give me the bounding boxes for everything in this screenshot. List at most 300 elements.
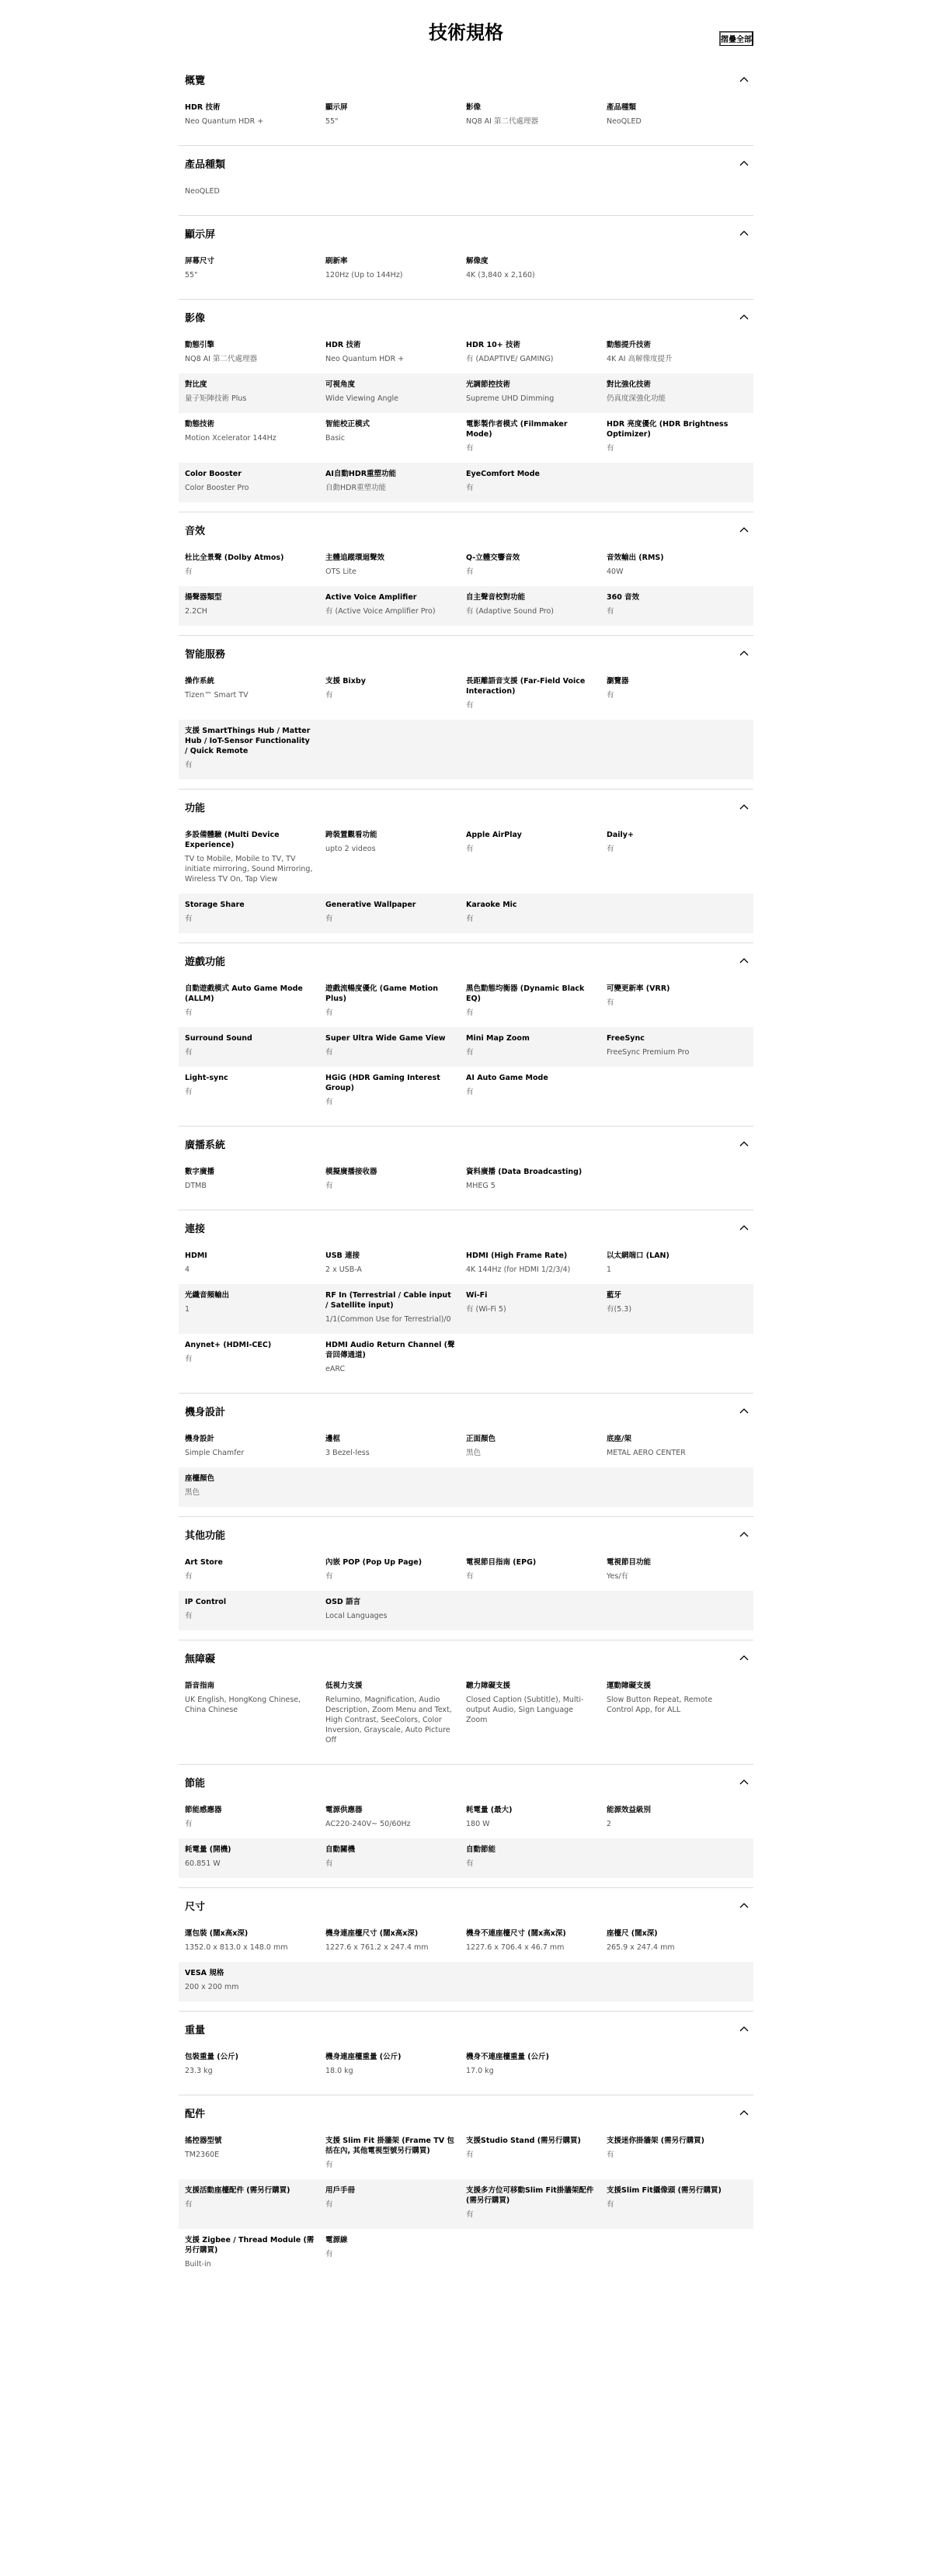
spec-value: 4	[185, 1265, 190, 1274]
spec-value: 有 (Active Voice Amplifier Pro)	[325, 607, 436, 616]
spec-item	[466, 1434, 607, 1458]
spec-item	[185, 2235, 325, 2269]
spec-value: 有	[607, 607, 614, 616]
spec-row	[179, 1838, 753, 1878]
spec-row	[179, 670, 753, 720]
spec-label: 黑色動態均衡器 (Dynamic Black EQ)	[466, 984, 585, 1003]
spec-item	[466, 340, 607, 364]
section-title: 節能	[185, 1777, 206, 1790]
chevron-up-icon[interactable]	[739, 1779, 749, 1785]
spec-value: MHEG 5	[466, 1182, 496, 1190]
spec-label: HDR 技術	[185, 103, 221, 112]
spec-item	[325, 469, 466, 493]
spec-value: 60.851 W	[185, 1859, 221, 1868]
chevron-up-icon[interactable]	[739, 1140, 749, 1147]
spec-row	[179, 1922, 753, 1962]
section-header[interactable]	[179, 1210, 753, 1245]
spec-value: TM2360E	[185, 2151, 220, 2159]
spec-row	[179, 1245, 753, 1284]
spec-value: 有 (Wi-Fi 5)	[466, 1305, 506, 1314]
spec-row	[179, 413, 753, 463]
spec-item	[607, 1557, 747, 1581]
spec-value: upto 2 videos	[325, 845, 376, 853]
spec-value: Yes/有	[607, 1572, 629, 1581]
section-rows	[179, 1428, 753, 1507]
spec-value: 1227.6 x 706.4 x 46.7 mm	[466, 1943, 565, 1952]
spec-value: 有 (ADAPTIVE/ GAMING)	[466, 355, 554, 363]
spec-item	[607, 2185, 747, 2220]
spec-label: 產品種類	[607, 103, 637, 112]
chevron-up-icon[interactable]	[739, 957, 749, 963]
spec-value: 200 x 200 mm	[185, 1983, 239, 1991]
spec-item	[185, 340, 325, 364]
spec-label: 搖控器型號	[185, 2137, 222, 2145]
spec-value: 18.0 kg	[325, 2067, 353, 2075]
chevron-up-icon[interactable]	[739, 1531, 749, 1537]
spec-item	[325, 1929, 466, 1953]
spec-value: 有	[185, 761, 193, 769]
spec-value: Neo Quantum HDR +	[325, 355, 405, 363]
chevron-up-icon[interactable]	[739, 1224, 749, 1231]
section-rows	[179, 1675, 753, 1755]
spec-label: 邊框	[325, 1435, 341, 1443]
section-header[interactable]	[179, 2095, 753, 2130]
spec-item	[325, 1845, 466, 1869]
spec-item	[185, 1681, 325, 1745]
spec-item	[325, 2136, 466, 2170]
spec-value: DTMB	[185, 1182, 207, 1190]
section-rows	[179, 977, 753, 1116]
spec-value: 有	[325, 1098, 333, 1106]
spec-value: 1352.0 x 813.0 x 148.0 mm	[185, 1943, 288, 1952]
spec-label: 以太網端口 (LAN)	[607, 1252, 669, 1260]
spec-row	[179, 1962, 753, 2001]
spec-item	[185, 676, 325, 710]
chevron-up-icon[interactable]	[739, 804, 749, 810]
section-header[interactable]	[179, 943, 753, 977]
spec-row	[179, 1467, 753, 1507]
spec-label: 跨裝置觀看功能	[325, 831, 377, 839]
spec-label: USB 連接	[325, 1252, 360, 1260]
spec-item	[325, 1597, 466, 1621]
spec-item	[607, 2136, 747, 2170]
spec-label: 自動節能	[466, 1845, 496, 1854]
spec-item	[325, 1073, 466, 1107]
section-header[interactable]	[179, 1765, 753, 1799]
spec-item	[325, 2052, 466, 2076]
spec-label: Daily+	[607, 831, 634, 839]
section-header[interactable]	[179, 1640, 753, 1675]
spec-value: 有	[325, 1572, 333, 1581]
section-title: 連接	[185, 1223, 206, 1235]
spec-label: 杜比全景聲 (Dolby Atmos)	[185, 554, 284, 562]
spec-section-9	[179, 1210, 753, 1393]
spec-item	[466, 900, 607, 924]
spec-label: 支援活動座檯配件 (需另行購買)	[185, 2186, 290, 2195]
chevron-up-icon[interactable]	[739, 526, 749, 533]
spec-value: Color Booster Pro	[185, 484, 249, 492]
spec-value: 4K (3,840 x 2,160)	[466, 271, 535, 279]
spec-value: NQ8 AI 第二代處理器	[466, 117, 538, 126]
spec-item	[466, 1557, 607, 1581]
spec-label: Wi-Fi	[466, 1291, 488, 1300]
spec-item	[325, 2185, 466, 2220]
spec-row	[179, 2046, 753, 2085]
spec-item	[466, 1251, 607, 1275]
spec-label: HDR 亮度優化 (HDR Brightness Optimizer)	[607, 420, 729, 439]
spec-value: 有	[185, 1048, 193, 1057]
chevron-up-icon[interactable]	[739, 1654, 749, 1661]
spec-item	[607, 102, 747, 127]
spec-value: 仍真度深強化功能	[607, 394, 666, 403]
section-title: 機身設計	[185, 1406, 226, 1418]
spec-value: 265.9 x 247.4 mm	[607, 1943, 675, 1952]
spec-item	[466, 1073, 607, 1107]
spec-value: 有	[185, 2200, 193, 2209]
spec-item	[466, 592, 607, 616]
section-rows	[179, 1551, 753, 1630]
spec-label: 自動關機	[325, 1845, 356, 1854]
spec-item	[466, 1167, 607, 1191]
section-rows	[179, 250, 753, 290]
spec-value: NQ8 AI 第二代處理器	[185, 355, 257, 363]
spec-value: eARC	[325, 1365, 346, 1373]
spec-section-14	[179, 1887, 753, 2011]
spec-value: 有	[466, 701, 474, 710]
spec-label: 機身連座檯尺寸 (闊x高x深)	[325, 1929, 419, 1938]
spec-section-13	[179, 1764, 753, 1887]
spec-section-11	[179, 1516, 753, 1640]
section-header[interactable]	[179, 1127, 753, 1161]
section-header[interactable]	[179, 300, 753, 334]
chevron-up-icon[interactable]	[739, 230, 749, 236]
section-rows	[179, 1161, 753, 1200]
spec-item	[185, 1968, 325, 1992]
spec-value: 有	[185, 1612, 193, 1620]
spec-value: 180 W	[466, 1820, 490, 1828]
spec-label: VESA 規格	[185, 1969, 224, 1977]
spec-label: 支援Studio Stand (需另行購買)	[466, 2137, 581, 2145]
spec-item	[466, 984, 607, 1018]
spec-label: 低視力支援	[325, 1682, 363, 1690]
chevron-up-icon[interactable]	[739, 1408, 749, 1414]
spec-label: 360 音效	[607, 593, 640, 602]
section-header[interactable]	[179, 1888, 753, 1922]
spec-label: Super Ultra Wide Game View	[325, 1034, 446, 1043]
spec-item	[185, 2136, 325, 2170]
spec-value: 120Hz (Up to 144Hz)	[325, 271, 403, 279]
spec-value: 1	[607, 1265, 612, 1274]
spec-item	[185, 380, 325, 404]
spec-section-7	[179, 943, 753, 1126]
spec-label: 模擬廣播接收器	[325, 1168, 377, 1176]
section-rows	[179, 824, 753, 933]
spec-label: 支援Slim Fit攝像頭 (需另行購買)	[607, 2186, 722, 2195]
spec-label: 可變更新率 (VRR)	[607, 984, 670, 993]
spec-item	[185, 592, 325, 616]
spec-value: 有	[466, 568, 474, 576]
spec-label: 電視節目指南 (EPG)	[466, 1558, 537, 1567]
spec-value: 有	[466, 444, 474, 453]
section-title: 無障礙	[185, 1653, 216, 1665]
spec-item	[325, 1290, 466, 1324]
spec-value: Wide Viewing Angle	[325, 394, 399, 403]
spec-item	[466, 2185, 607, 2220]
spec-item	[185, 900, 325, 924]
spec-row	[179, 463, 753, 502]
section-rows	[179, 1922, 753, 2001]
spec-label: 影像	[466, 103, 482, 112]
spec-label: 耗電量 (最大)	[466, 1806, 513, 1814]
spec-value: 4K AI 高解像度提升	[607, 355, 673, 363]
spec-value: 有	[325, 1048, 333, 1057]
section-title: 尺寸	[185, 1901, 206, 1913]
section-rows	[179, 334, 753, 502]
spec-row	[179, 1428, 753, 1467]
section-header[interactable]	[179, 636, 753, 670]
spec-section-0	[179, 62, 753, 145]
chevron-up-icon[interactable]	[739, 2109, 749, 2116]
spec-label: 自主聲音校對功能	[466, 593, 526, 602]
spec-label: 揚聲器類型	[185, 593, 222, 602]
spec-value: 有	[466, 1859, 474, 1868]
spec-section-8	[179, 1126, 753, 1210]
spec-label: HDR 10+ 技術	[466, 341, 520, 349]
spec-item	[466, 1929, 607, 1953]
spec-label: 動態引擎	[185, 341, 215, 349]
spec-label: 光調節控技術	[466, 380, 511, 389]
spec-item	[466, 1805, 607, 1829]
spec-section-2	[179, 215, 753, 299]
chevron-up-icon[interactable]	[739, 650, 749, 656]
spec-value: 23.3 kg	[185, 2067, 213, 2075]
spec-value: 有	[466, 1009, 474, 1017]
spec-value: TV to Mobile, Mobile to TV, TV initiate mirroring, Sound Mirroring, Wireless TV On, Tap View	[185, 855, 313, 884]
spec-label: 動態提升技術	[607, 341, 652, 349]
spec-label: 包裝重量 (公斤)	[185, 2053, 238, 2061]
spec-label: 支援 SmartThings Hub / Matter Hub / IoT-Sensor Functionality / Quick Remote	[185, 727, 311, 755]
spec-value: 有	[466, 2151, 474, 2159]
spec-label: 節能感應器	[185, 1806, 222, 1814]
spec-section-16	[179, 2095, 753, 2288]
spec-item	[466, 102, 607, 127]
spec-label: 電視節目功能	[607, 1558, 652, 1567]
section-rows	[179, 2046, 753, 2085]
spec-item	[325, 1340, 466, 1374]
spec-section-12	[179, 1640, 753, 1764]
spec-item	[466, 419, 607, 453]
spec-value: 有	[607, 2151, 614, 2159]
section-header[interactable]	[179, 1517, 753, 1551]
spec-item	[325, 419, 466, 453]
spec-row	[179, 977, 753, 1027]
spec-item	[325, 900, 466, 924]
spec-item	[185, 419, 325, 453]
spec-label: 智能校正模式	[325, 420, 370, 429]
spec-value: 有	[325, 1859, 333, 1868]
chevron-up-icon[interactable]	[739, 2026, 749, 2032]
section-rows	[179, 547, 753, 626]
chevron-up-icon[interactable]	[739, 76, 749, 82]
spec-label: HDR 技術	[325, 341, 361, 349]
spec-item	[607, 676, 747, 710]
spec-label: 內嵌 POP (Pop Up Page)	[325, 1558, 423, 1567]
spec-sections	[179, 62, 753, 2288]
spec-label: 瀏覽器	[607, 677, 629, 686]
spec-item	[185, 1474, 325, 1498]
spec-label: Art Store	[185, 1558, 223, 1567]
spec-value: 55"	[185, 271, 198, 279]
spec-label: Color Booster	[185, 470, 242, 478]
spec-row	[179, 1284, 753, 1334]
spec-section-6	[179, 789, 753, 943]
spec-item	[185, 1033, 325, 1057]
spec-label: 動態技術	[185, 420, 215, 429]
spec-item	[466, 1681, 607, 1745]
spec-value: 有	[466, 484, 474, 492]
spec-label: 對比強化技術	[607, 380, 652, 389]
spec-label: 支援 Bixby	[325, 677, 366, 686]
spec-value: 有	[607, 691, 614, 700]
spec-item	[185, 2185, 325, 2220]
spec-item	[466, 1290, 607, 1324]
section-header[interactable]	[179, 790, 753, 824]
spec-row	[179, 2229, 753, 2279]
spec-row	[179, 2179, 753, 2229]
spec-value: 有	[185, 568, 193, 576]
spec-label: EyeComfort Mode	[466, 470, 540, 478]
collapse-all-button[interactable]: 摺疊全部	[719, 31, 753, 46]
spec-row	[179, 547, 753, 586]
spec-label: 正面顏色	[466, 1435, 496, 1443]
spec-value: 黑色	[185, 1488, 200, 1497]
section-title: 遊戲功能	[185, 956, 226, 968]
spec-item	[185, 984, 325, 1018]
spec-value: 有	[325, 2161, 333, 2169]
spec-item	[325, 102, 466, 127]
spec-item	[185, 726, 325, 770]
spec-value: 4K 144Hz (for HDMI 1/2/3/4)	[466, 1265, 571, 1274]
section-title: 功能	[185, 802, 206, 814]
spec-item	[466, 830, 607, 884]
spec-label: Mini Map Zoom	[466, 1034, 530, 1043]
spec-item	[466, 1845, 607, 1869]
spec-value: 有	[325, 1182, 333, 1190]
spec-label: FreeSync	[607, 1034, 645, 1043]
spec-label: 電源供應器	[325, 1806, 363, 1814]
section-rows	[179, 180, 753, 206]
spec-item	[185, 1929, 325, 1953]
spec-section-1	[179, 145, 753, 215]
spec-value: Built-in	[185, 2260, 211, 2269]
spec-value: 55"	[325, 117, 339, 126]
spec-item	[325, 830, 466, 884]
spec-label: Active Voice Amplifier	[325, 593, 417, 602]
spec-item	[325, 1251, 466, 1275]
spec-item	[325, 1167, 466, 1191]
section-header[interactable]	[179, 1394, 753, 1428]
spec-value: 有	[325, 2250, 333, 2258]
spec-value: 有 (Adaptive Sound Pro)	[466, 607, 555, 616]
spec-item	[466, 553, 607, 577]
spec-item	[325, 340, 466, 364]
spec-label: 支援迷你掛牆架 (需另行購買)	[607, 2137, 704, 2145]
section-header[interactable]	[179, 146, 753, 180]
spec-value: 有	[607, 444, 614, 453]
section-header[interactable]	[179, 512, 753, 547]
spec-label: Generative Wallpaper	[325, 901, 416, 909]
spec-item	[325, 984, 466, 1018]
chevron-up-icon[interactable]	[739, 1902, 749, 1908]
spec-label: 刷新率	[325, 257, 348, 266]
spec-row	[179, 1799, 753, 1838]
spec-item	[325, 2235, 466, 2269]
spec-value: 2.2CH	[185, 607, 207, 616]
section-title: 其他功能	[185, 1529, 226, 1542]
spec-value: 有	[325, 691, 333, 700]
spec-label: 電源線	[325, 2236, 348, 2244]
spec-value: 有	[466, 2210, 474, 2219]
spec-section-5	[179, 635, 753, 789]
spec-item	[607, 1033, 747, 1057]
spec-row	[179, 1027, 753, 1067]
spec-value: 有	[607, 845, 614, 853]
spec-value: Motion Xcelerator 144Hz	[185, 434, 276, 443]
spec-label: 支援多方位可移動Slim Fit掛牆架配件 (需另行購買)	[466, 2186, 594, 2205]
page-title: 技術規格	[429, 22, 503, 43]
chevron-up-icon[interactable]	[739, 160, 749, 166]
section-title: 重量	[185, 2024, 206, 2036]
spec-value: 有	[466, 1088, 474, 1096]
spec-value: 有	[185, 1088, 193, 1096]
spec-label: 運動障礙支援	[607, 1682, 652, 1690]
spec-label: 音效輸出 (RMS)	[607, 554, 664, 562]
spec-item	[325, 1033, 466, 1057]
spec-value: 量子矩陣技術 Plus	[185, 394, 247, 403]
spec-item	[185, 553, 325, 577]
spec-label: 藍牙	[607, 1291, 622, 1300]
section-title: 配件	[185, 2108, 206, 2120]
section-header[interactable]	[179, 216, 753, 250]
spec-item	[466, 469, 607, 493]
spec-item	[607, 340, 747, 364]
spec-row	[179, 96, 753, 136]
spec-item	[325, 553, 466, 577]
spec-item	[607, 380, 747, 404]
section-title: 音效	[185, 525, 206, 537]
spec-item	[607, 830, 747, 884]
spec-item	[607, 419, 747, 453]
spec-label: 運包裝 (闊x高x深)	[185, 1929, 249, 1938]
spec-item	[185, 1845, 325, 1869]
section-header[interactable]	[179, 2012, 753, 2046]
spec-value: 1	[185, 1305, 190, 1314]
spec-value: 有	[185, 1820, 193, 1828]
chevron-up-icon[interactable]	[739, 314, 749, 320]
spec-value: 有	[607, 2200, 614, 2209]
spec-item	[325, 380, 466, 404]
spec-label: Q-立體交響音效	[466, 554, 520, 562]
spec-label: 機身設計	[185, 1435, 215, 1443]
section-header[interactable]	[179, 62, 753, 96]
spec-label: Storage Share	[185, 901, 245, 909]
spec-section-4	[179, 512, 753, 635]
spec-label: RF In (Terrestrial / Cable input / Satellite input)	[325, 1291, 451, 1310]
spec-label: IP Control	[185, 1598, 227, 1606]
spec-label: 對比度	[185, 380, 207, 389]
spec-label: HGiG (HDR Gaming Interest Group)	[325, 1074, 440, 1092]
spec-value: Slow Button Repeat, Remote Control App, for ALL	[607, 1696, 713, 1714]
